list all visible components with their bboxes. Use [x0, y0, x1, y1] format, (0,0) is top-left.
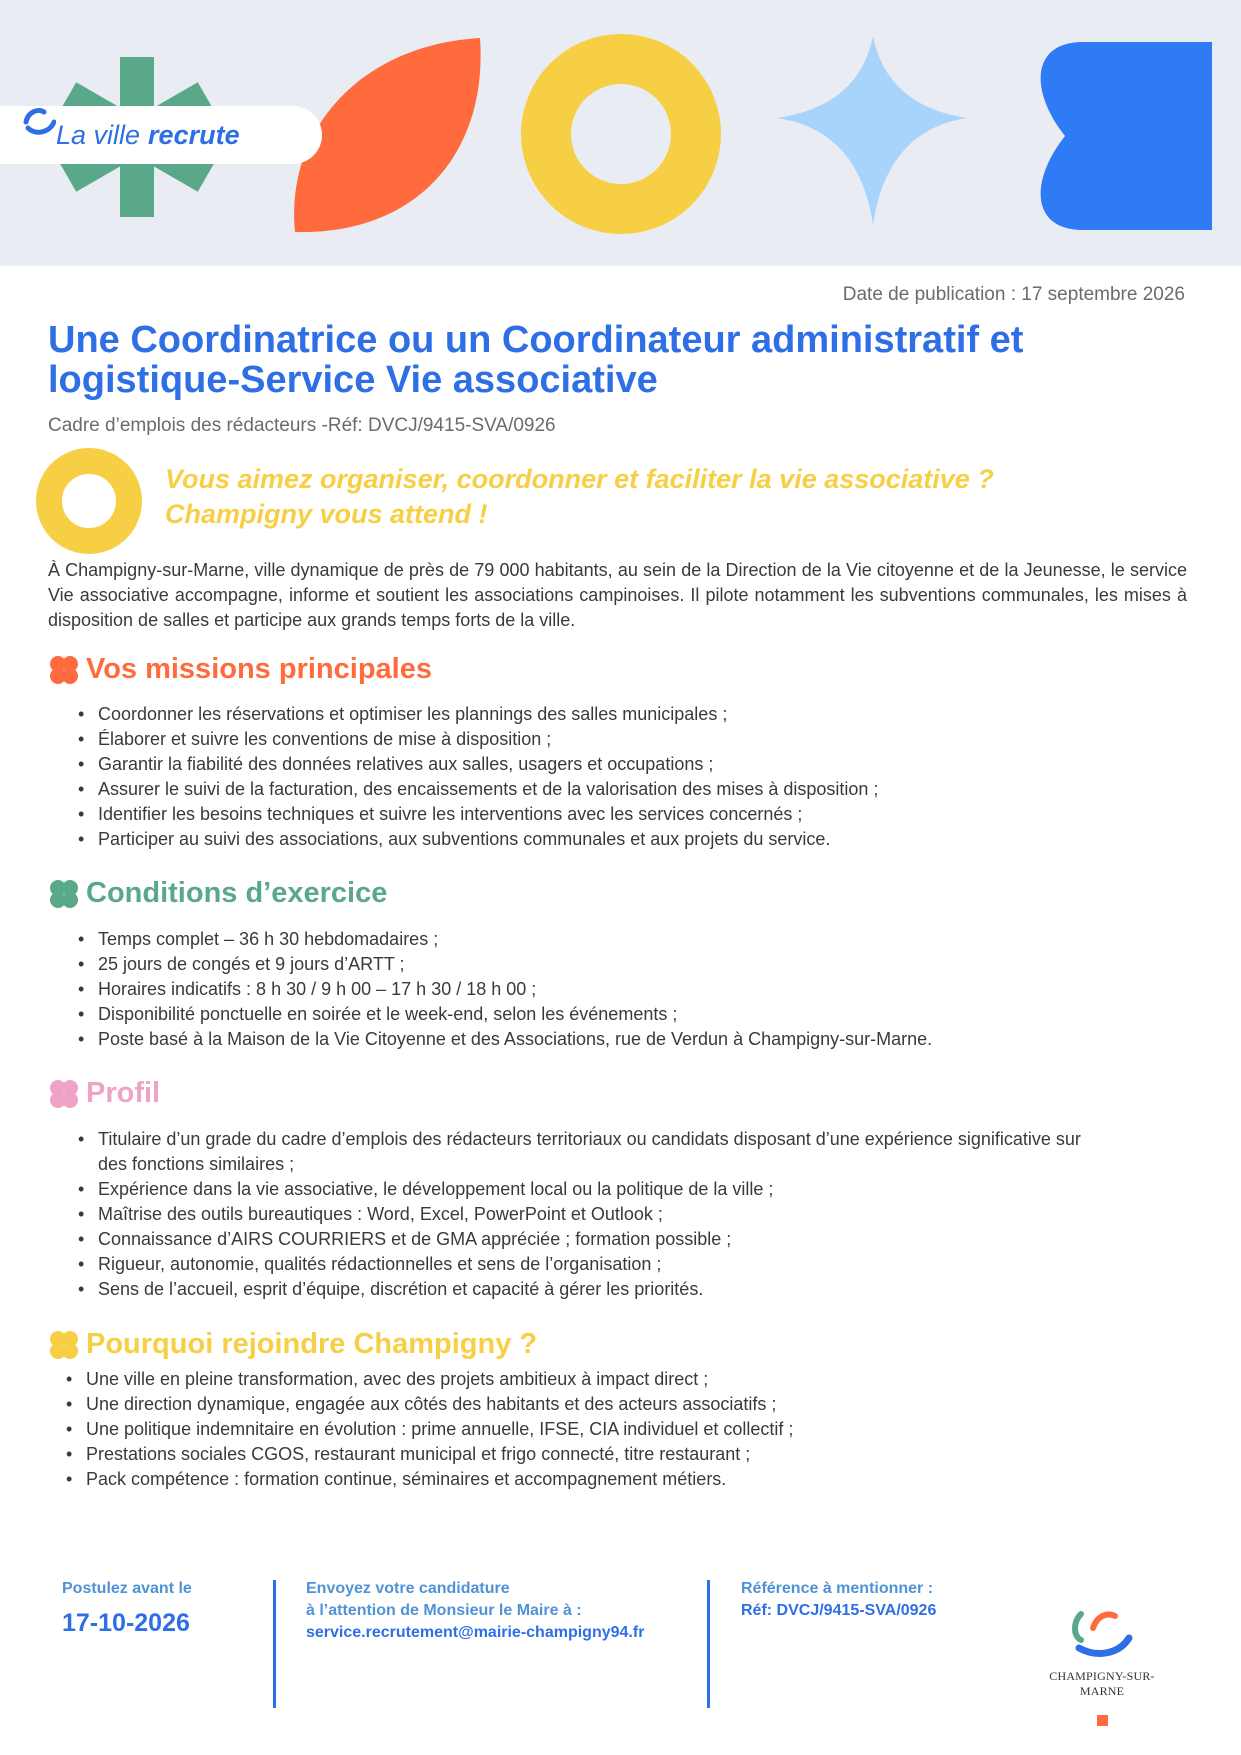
tagline-line-2: Champigny vous attend ! [165, 499, 488, 529]
send-block [306, 1578, 644, 1644]
blue-b-shape [1041, 42, 1212, 230]
list-item: • Une ville en pleine transformation, avec des projets ambitieux à impact direct ; [62, 1367, 1172, 1392]
footer-divider [707, 1580, 710, 1708]
conditions-list [74, 927, 1184, 1052]
job-reference: Cadre d’emplois des rédacteurs -Réf: DVCJ/9415-SVA/0926 [48, 415, 556, 436]
tagline [165, 462, 1165, 532]
list-item: • Temps complet – 36 h 30 hebdomadaires ; [74, 927, 1184, 952]
section-pourquoi-label: Pourquoi rejoindre Champigny ? [86, 1328, 538, 1360]
recruit-prefix: La ville [56, 119, 141, 150]
section-profil-label: Profil [86, 1077, 161, 1109]
list-item: • Rigueur, autonomie, qualités rédactionnelles et sens de l’organisation ; [74, 1252, 1094, 1277]
logo-square [1097, 1715, 1108, 1726]
flower-icon [48, 1079, 80, 1109]
flower-icon [48, 879, 80, 909]
footer-divider [273, 1580, 276, 1708]
list-item: • Poste basé à la Maison de la Vie Citoyenne et des Associations, rue de Verdun à Champigny-sur-Marne. [74, 1027, 1184, 1052]
champigny-logo-mark-icon [1067, 1604, 1137, 1660]
yellow-ring-icon [34, 446, 144, 556]
deadline-block [62, 1578, 192, 1640]
missions-list [74, 702, 1184, 852]
flower-icon [48, 655, 80, 685]
section-missions-title [48, 653, 432, 686]
list-item: • Une politique indemnitaire en évolution : prime annuelle, IFSE, CIA individuel et collectif ; [62, 1417, 1172, 1442]
champigny-logo-icon [22, 106, 56, 136]
deadline-label: Postulez avant le [62, 1580, 192, 1597]
header-banner [0, 0, 1241, 266]
ref-label: Référence à mentionner : [741, 1580, 934, 1597]
send-label-2: à l’attention de Monsieur le Maire à : [306, 1602, 582, 1619]
pourquoi-list [62, 1367, 1172, 1492]
list-item: • Participer au suivi des associations, aux subventions communales et aux projets du service. [74, 827, 1184, 852]
flower-icon [48, 1330, 80, 1360]
profil-list [74, 1127, 1094, 1302]
yellow-ring-shape [546, 59, 696, 209]
section-profil-title [48, 1077, 160, 1110]
list-item: • Assurer le suivi de la facturation, des encaissements et de la valorisation des mises à disposition ; [74, 777, 1184, 802]
send-label-1: Envoyez votre candidature [306, 1580, 510, 1597]
orange-leaf-shape [294, 38, 481, 232]
list-item: • Prestations sociales CGOS, restaurant municipal et frigo connecté, titre restaurant ; [62, 1442, 1172, 1467]
recruit-badge [0, 106, 322, 164]
list-item: • Horaires indicatifs : 8 h 30 / 9 h 00 – 17 h 30 / 18 h 00 ; [74, 977, 1184, 1002]
section-missions-label: Vos missions principales [86, 653, 432, 685]
job-title: Une Coordinatrice ou un Coordinateur administratif et logistique-Service Vie associative [48, 319, 1024, 401]
list-item: • 25 jours de congés et 9 jours d’ARTT ; [74, 952, 1184, 977]
list-item: • Sens de l’accueil, esprit d’équipe, discrétion et capacité à gérer les priorités. [74, 1277, 1094, 1302]
section-conditions-label: Conditions d’exercice [86, 877, 388, 909]
list-item: • Pack compétence : formation continue, séminaires et accompagnement métiers. [62, 1467, 1172, 1492]
light-blue-star-shape [777, 36, 967, 225]
list-item: • Coordonner les réservations et optimiser les plannings des salles municipales ; [74, 702, 1184, 727]
intro-paragraph: À Champigny-sur-Marne, ville dynamique de près de 79 000 habitants, au sein de la Direction de la Vie citoyenne et de la Jeunesse, le service Vie associative accompagne, informe et soutient les associations campinoises. Il pilote notamment les subventions communales, les mises à disposition de salles et participe aux grands temps forts de la ville. [48, 560, 1187, 630]
list-item: • Identifier les besoins techniques et suivre les interventions avec les services concernés ; [74, 802, 1184, 827]
section-pourquoi-title [48, 1328, 537, 1361]
list-item: • Disponibilité ponctuelle en soirée et le week-end, selon les événements ; [74, 1002, 1184, 1027]
list-item: • Garantir la fiabilité des données relatives aux salles, usagers et occupations ; [74, 752, 1184, 777]
email-link[interactable]: service.recrutement@mairie-champigny94.fr [306, 1624, 645, 1641]
list-item: • Connaissance d’AIRS COURRIERS et de GMA appréciée ; formation possible ; [74, 1227, 1094, 1252]
section-conditions-title [48, 877, 387, 910]
list-item: • Élaborer et suivre les conventions de mise à disposition ; [74, 727, 1184, 752]
publication-date: Date de publication : 17 septembre 2026 [842, 284, 1185, 305]
ref-value: Réf: DVCJ/9415-SVA/0926 [741, 1602, 937, 1619]
list-item: • Titulaire d’un grade du cadre d’emplois des rédacteurs territoriaux ou candidats disposant d’une expérience significative sur des fonctions similaires ; [74, 1127, 1094, 1177]
recruit-bold: recrute [148, 119, 240, 150]
list-item: • Maîtrise des outils bureautiques : Word, Excel, PowerPoint et Outlook ; [74, 1202, 1094, 1227]
list-item: • Une direction dynamique, engagée aux côtés des habitants et des acteurs associatifs ; [62, 1392, 1172, 1417]
list-item: • Expérience dans la vie associative, le développement local ou la politique de la ville ; [74, 1177, 1094, 1202]
logo-caption: CHAMPIGNY-SUR-MARNE [1049, 1669, 1155, 1698]
tagline-line-1: Vous aimez organiser, coordonner et faciliter la vie associative ? [165, 464, 994, 494]
champigny-logo [1037, 1604, 1167, 1726]
deadline-date: 17-10-2026 [62, 1609, 190, 1637]
reference-block [741, 1578, 936, 1622]
